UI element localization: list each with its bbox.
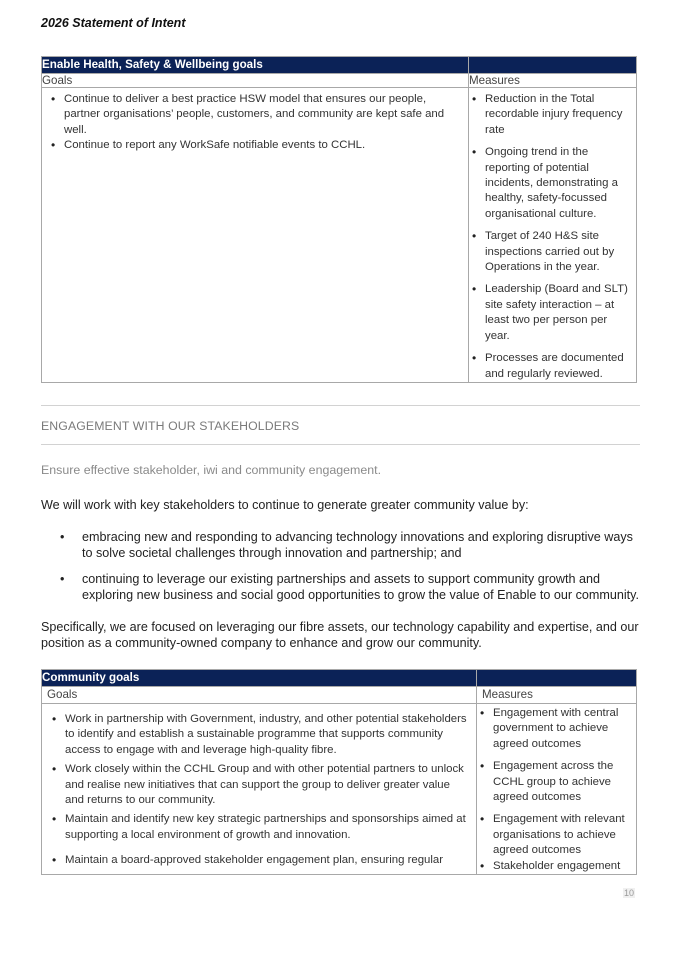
table-title-row [42,57,637,74]
column-header-goals: Goals [42,687,477,704]
goals-cell [42,704,477,875]
intro-paragraph: We will work with key stakeholders to continue to generate greater community value by: [41,498,529,512]
goals-cell [42,88,469,383]
table-title-row [42,670,637,687]
goal-item: • Maintain and identify new key strategic partnerships and sponsorships aimed at supporting a local environment of growth and innovation. [45,812,472,843]
page-number: 10 [624,888,635,898]
measure-item: • Reduction in the Total recordable injury frequency rate [469,92,634,138]
measure-item: • Engagement with central government to achieve agreed outcomes [477,706,634,752]
list-item: • continuing to leverage our existing partnerships and assets to support community growth and exploring new business and social good opportunities to grow the value of Enable to our community. [41,571,641,604]
community-goals-table [41,669,637,875]
goal-item: • Work closely within the CCHL Group and with other potential partners to unlock and realise new initiatives that can support the group to deliver greater value and returns to our community. [45,762,472,808]
table-title: Enable Health, Safety & Wellbeing goals [42,57,469,74]
table-row [42,88,637,383]
measure-item: • Target of 240 H&S site inspections carried out by Operations in the year. [469,229,634,275]
page-header: 2026 Statement of Intent [41,16,186,30]
column-header-goals: Goals [42,74,469,88]
goal-item: • Continue to deliver a best practice HSW model that ensures our people, partner organisations’ people, customers, and community are kept safe and well. [44,92,464,138]
measure-item: • Engagement with relevant organisations to achieve agreed outcomes [477,812,634,858]
table-title: Community goals [42,670,477,687]
hsw-goals-table [41,56,637,383]
section-heading: ENGAGEMENT WITH OUR STAKEHOLDERS [41,419,300,433]
measure-item: • Processes are documented and regularly reviewed. [469,351,634,382]
measure-item: • Engagement across the CCHL group to achieve agreed outcomes [477,759,634,805]
column-header-row [42,687,637,704]
engagement-bullet-list [41,529,641,612]
measure-item: • Leadership (Board and SLT) site safety interaction – at least two per person per year. [469,282,634,344]
goal-item: • Work in partnership with Government, industry, and other potential stakeholders to identify and establish a sustainable programme that supports community access to engage with and leverage high-quality fibre. [45,712,472,758]
closing-paragraph: Specifically, we are focused on leveraging our fibre assets, our technology capability and expertise, and our position as a community-owned company to enhance and grow our community. [41,620,639,651]
column-header-measures: Measures [469,74,637,88]
section-subtitle: Ensure effective stakeholder, iwi and community engagement. [41,463,382,477]
column-header-row [42,74,637,88]
section-divider-top [41,405,640,406]
goal-item: • Maintain a board-approved stakeholder engagement plan, ensuring regular [45,853,472,868]
measures-cell [469,88,637,383]
section-divider-bottom [41,444,640,445]
table-title-spacer [477,670,637,687]
table-row [42,704,637,875]
measures-cell [477,704,637,875]
goal-item: • Continue to report any WorkSafe notifiable events to CCHL. [44,138,464,153]
list-item: • embracing new and responding to advancing technology innovations and exploring disruptive ways to solve societal challenges through innovation and partnership; and [41,529,641,562]
measure-item: • Stakeholder engagement [477,859,634,874]
measure-item: • Ongoing trend in the reporting of potential incidents, demonstrating a healthy, safety-focussed organisational culture. [469,145,634,222]
table-title-spacer [469,57,637,74]
column-header-measures: Measures [477,687,637,704]
